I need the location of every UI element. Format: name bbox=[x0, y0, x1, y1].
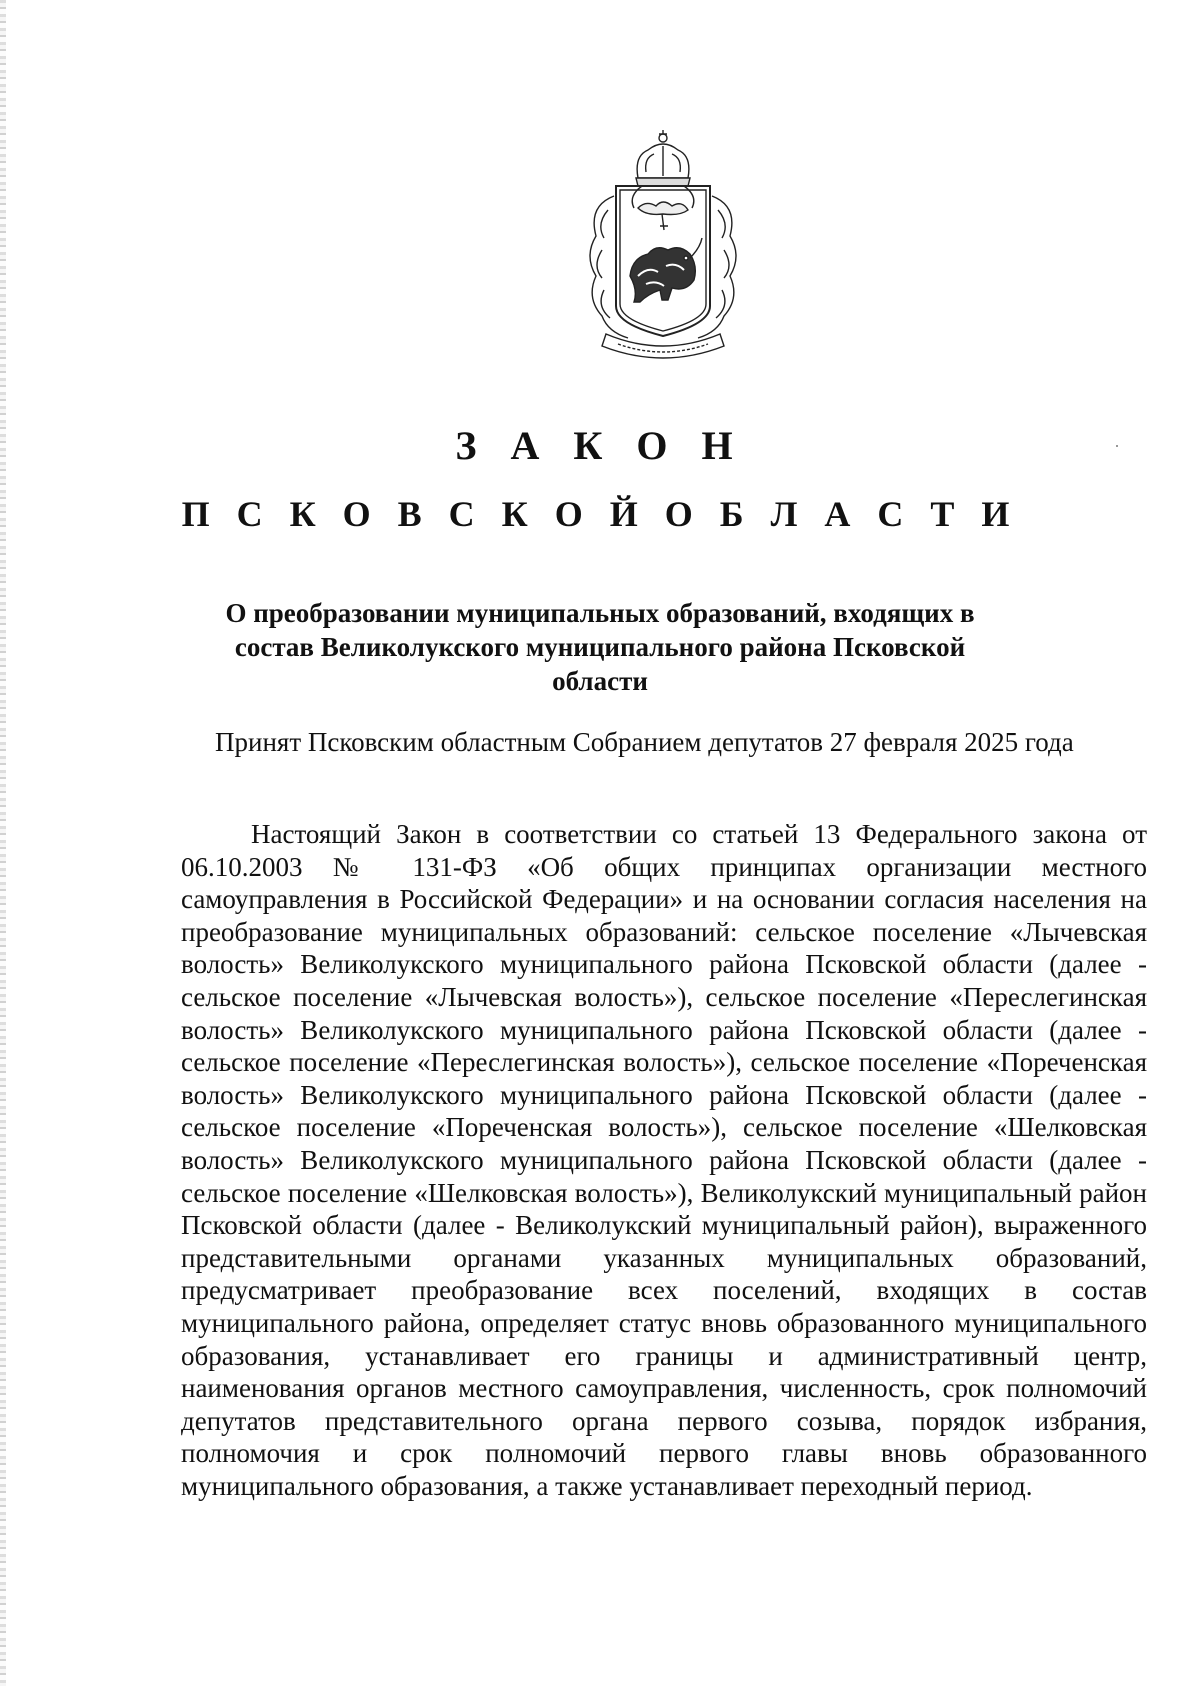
law-subject: О преобразовании муниципальных образований, входящих в состав Великолукского муниципального района Псковской области bbox=[225, 598, 975, 696]
coat-of-arms-icon bbox=[568, 126, 758, 366]
preamble-paragraph: Настоящий Закон в соответствии со статьей 13 Федерального закона от 06.10.2003 № 131-ФЗ «Об общих принципах организации местного самоуправления в Российской Федерации» и на основании согласия населения на преобразование муниципальных образований: сельское поселение «Лычевская волость» Великолукского муниципального района Псковской области (далее - сельское поселение «Лычевская волость»), сельское поселение «Переслегинская волость» Великолукского муниципального района Псковской области (далее - сельское поселение «Переслегинская волость»), сельское поселение «Пореченская волость» Великолукского муниципального района Псковской области (далее - сельское поселение «Пореченская волость»), сельское поселение «Шелковская волость» Великолукского муниципального района Псковской области (далее - сельское поселение «Шелковская волость»), Великолукский муниципальный район Псковской области (далее - Великолукский муниципальный район), выраженного представительными органами указанных муниципальных образований, предусматривает преобразование всех поселений, входящих в состав муниципального района, определяет статус вновь образованного муниципального образования, устанавливает его границы и административный центр, наименования органов местного самоуправления, численность, срок полномочий депутатов представительного органа первого созыва, порядок избрания, полномочия и срок полномочий первого главы вновь образованного муниципального образования, а также устанавливает переходный период. bbox=[181, 819, 1147, 1501]
document-title: З А К О Н bbox=[455, 423, 745, 468]
document-region: П С К О В С К О Й О Б Л А С Т И bbox=[181, 494, 1019, 534]
scan-edge bbox=[0, 0, 6, 1686]
adoption-line: Принят Псковским областным Собранием депутатов 27 февраля 2025 года bbox=[215, 727, 1074, 757]
